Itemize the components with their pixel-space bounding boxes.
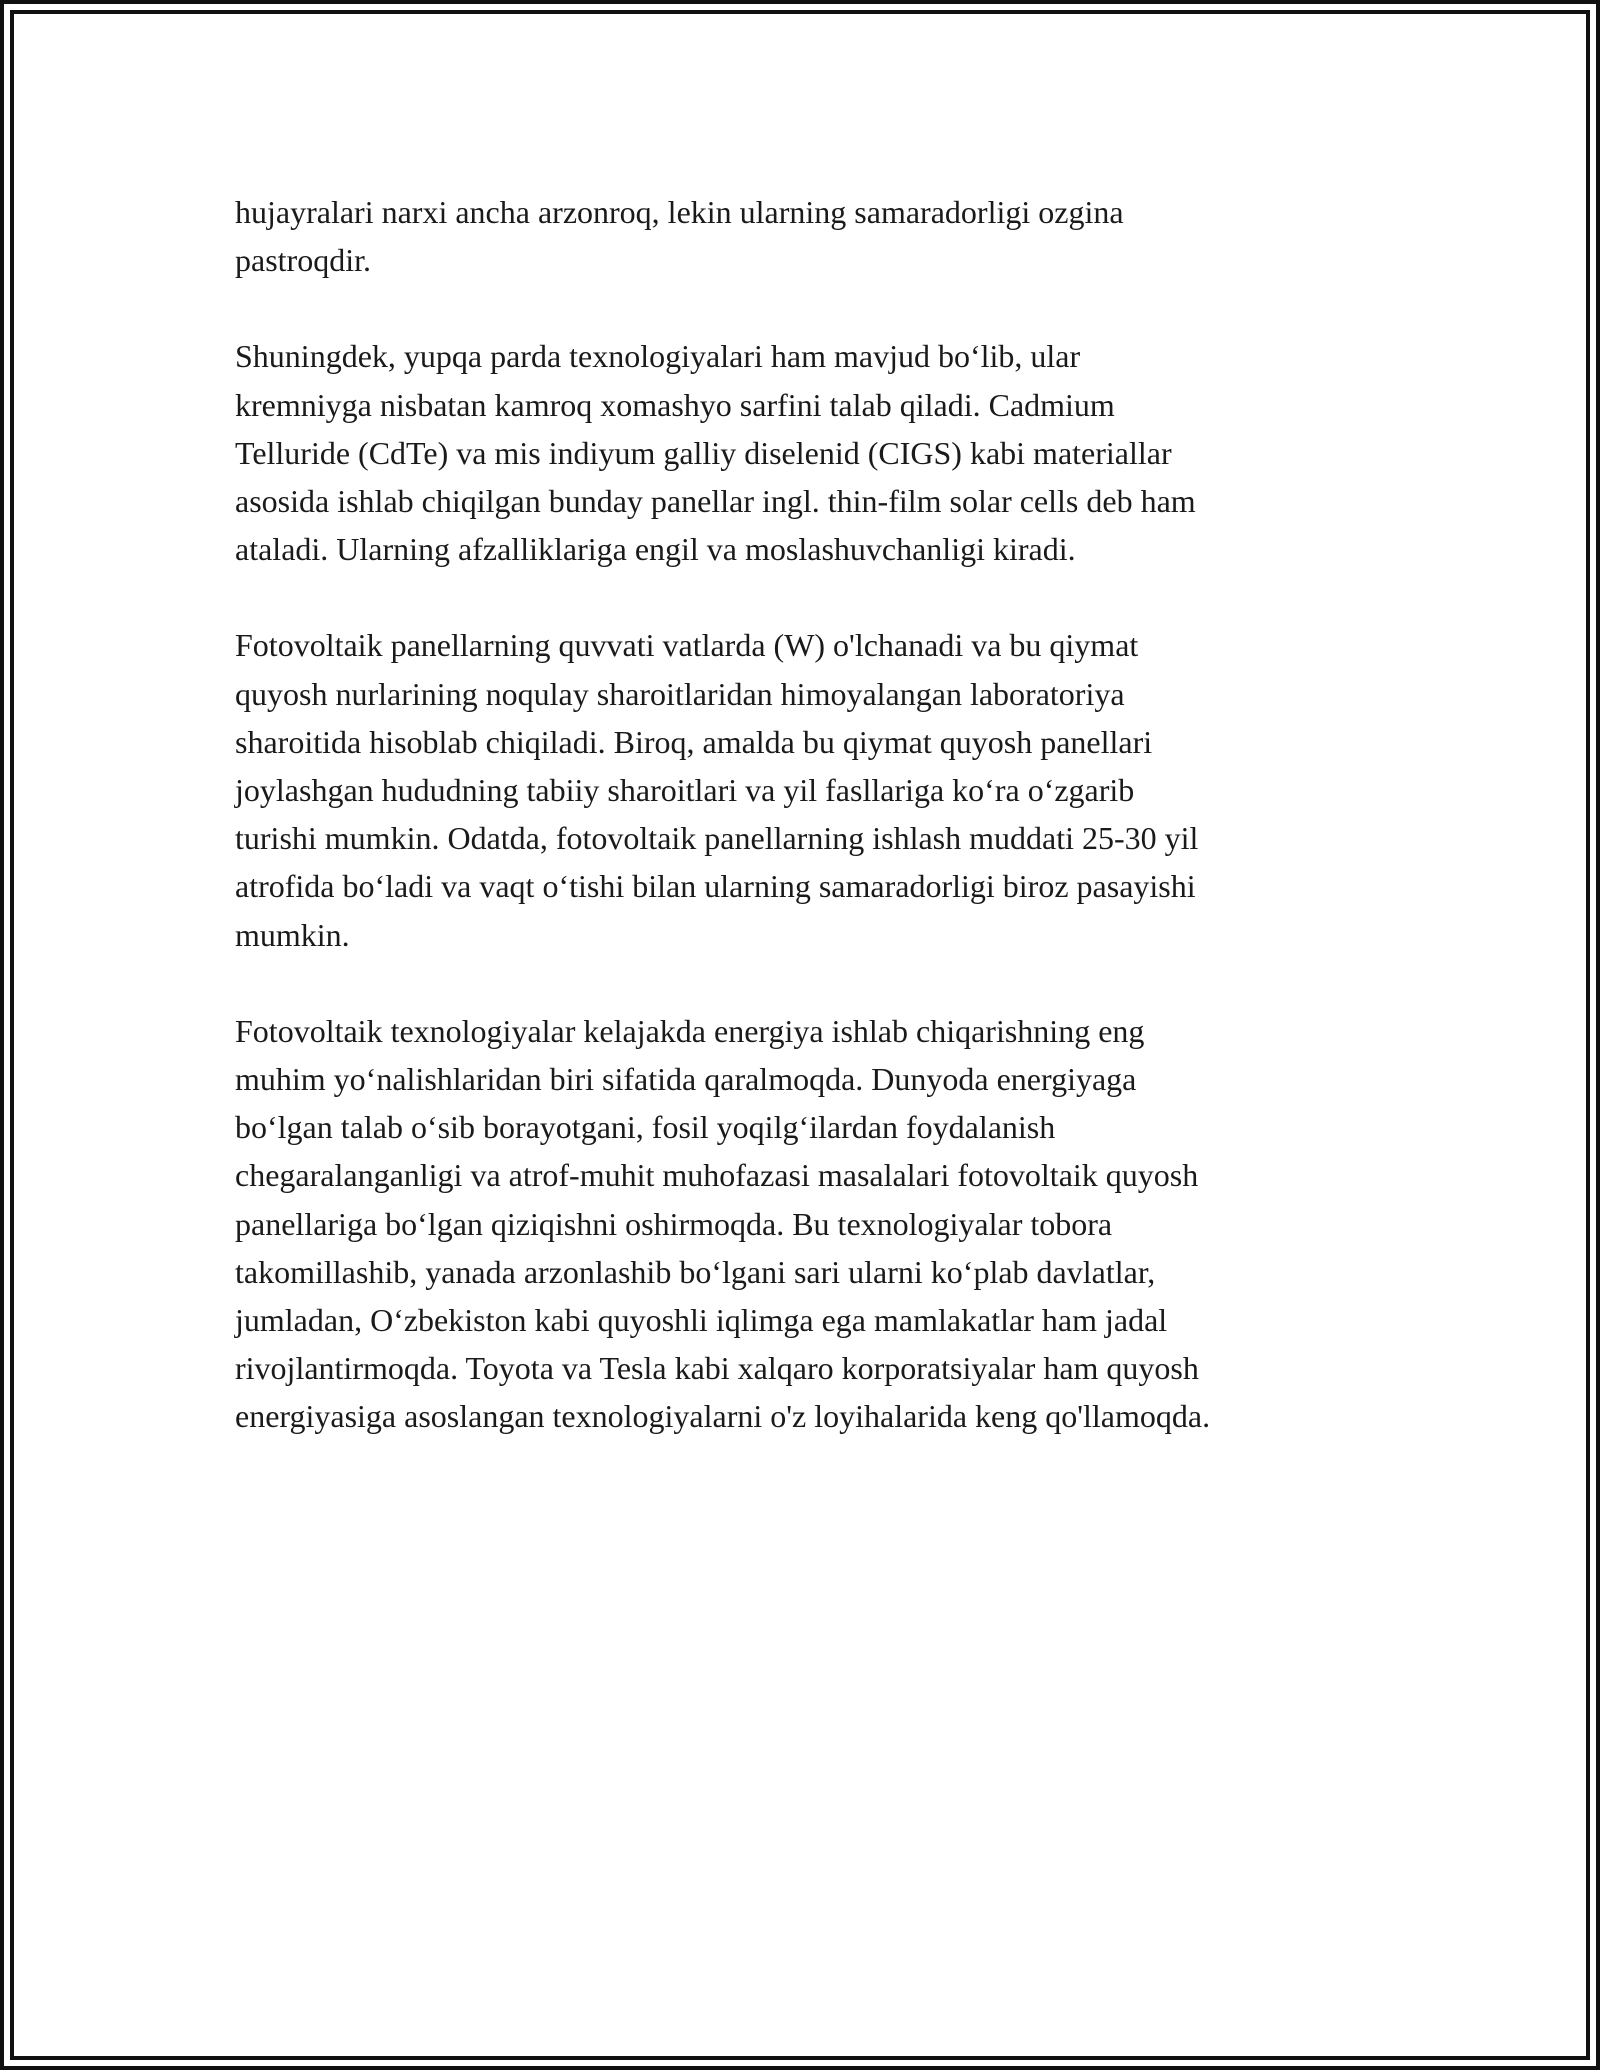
paragraph-3: Fotovoltaik panellarning quvvati vatlarda (W) o'lchanadi va bu qiymat quyosh nurlarining noqulay sharoitlaridan himoyalangan laboratoriya sharoitida hisoblab chiqiladi. Biroq, amalda bu qiymat quyosh panellari joylashgan hududning tabiiy sharoitlari va yil fasllariga ko‘ra o‘zgarib turishi mumkin. Odatda, fotovoltaik panellarning ishlash muddati 25-30 yil atrofida bo‘ladi va vaqt o‘tishi bilan ularning samaradorligi biroz pasayishi mumkin.	[235, 627, 1199, 953]
paragraph-2: Shuningdek, yupqa parda texnologiyalari ham mavjud bo‘lib, ular kremniyga nisbatan kamroq xomashyo sarfini talab qiladi. Cadmium Telluride (CdTe) va mis indiyum galliy diselenid (CIGS) kabi materiallar asosida ishlab chiqilgan bunday panellar ingl. thin-film solar cells deb ham ataladi. Ularning afzalliklariga engil va moslashuvchanligi kiradi.	[235, 338, 1196, 568]
paragraph-4: Fotovoltaik texnologiyalar kelajakda energiya ishlab chiqarishning eng muhim yo‘nalishlaridan biri sifatida qaralmoqda. Dunyoda energiyaga bo‘lgan talab o‘sib borayotgani, fosil yoqilg‘ilardan foydalanish chegaralanganligi va atrof-muhit muhofazasi masalalari fotovoltaik quyosh panellariga bo‘lgan qiziqishni oshirmoqda. Bu texnologiyalar tobora takomillashib, yanada arzonlashib bo‘lgani sari ularni ko‘plab davlatlar, jumladan, O‘zbekiston kabi quyoshli iqlimga ega mamlakatlar ham jadal rivojlantirmoqda. Toyota va Tesla kabi xalqaro korporatsiyalar ham quyosh energiyasiga asoslangan texnologiyalarni o'z loyihalarida keng qo'llamoqda.	[235, 1012, 1211, 1435]
document-body	[235, 188, 1365, 1489]
paragraph-1: hujayralari narxi ancha arzonroq, lekin ularning samaradorligi ozgina pastroqdir.	[235, 194, 1124, 279]
